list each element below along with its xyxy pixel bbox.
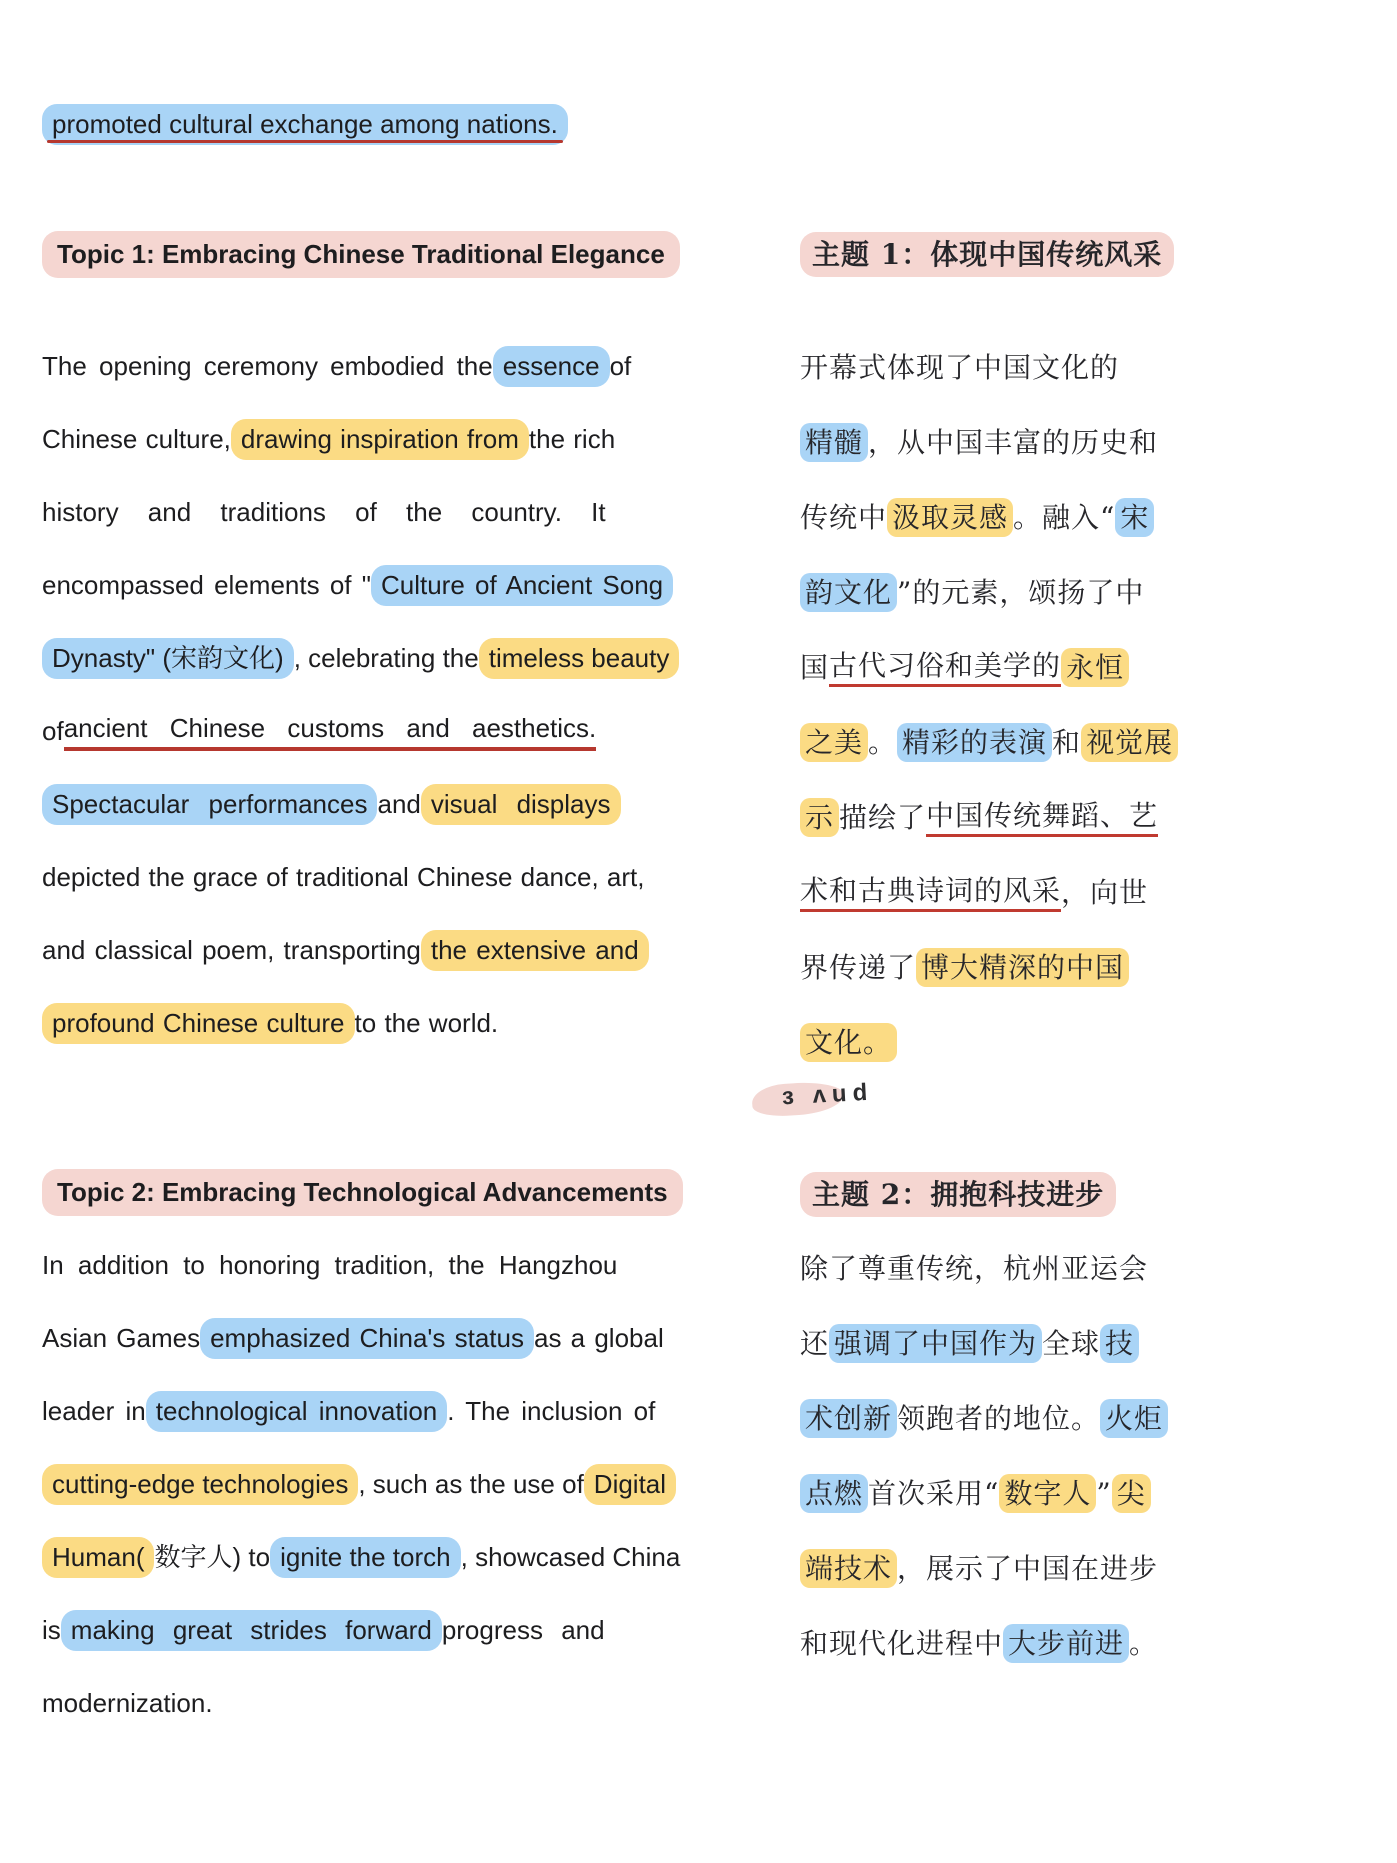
text-line	[800, 930, 1162, 1005]
text-segment: depicted the grace of traditional Chinese dance, art,	[42, 862, 645, 893]
highlight-yellow-segment: 永恒	[1061, 648, 1129, 687]
highlight-yellow-segment: 之美	[800, 723, 868, 762]
highlight-blue-segment: Spectacular performances	[42, 784, 377, 825]
highlight-blue-segment: 大步前进	[1003, 1624, 1129, 1663]
highlight-blue-segment: 火炬	[1100, 1399, 1168, 1438]
text-line	[800, 1381, 1162, 1456]
text-segment: ，从中国丰富的历史和	[868, 426, 1159, 459]
text-line	[800, 705, 1174, 780]
highlight-blue-segment: 宋	[1115, 498, 1154, 537]
text-segment: 描绘了	[839, 801, 927, 834]
text-line	[42, 1302, 756, 1375]
text-segment: ”的元素，颂扬了中	[897, 576, 1145, 609]
text-segment: , celebrating the	[293, 643, 479, 674]
text-segment: 。	[1129, 1627, 1159, 1660]
text-line	[42, 403, 756, 476]
text-segment: , such as the use of	[358, 1469, 584, 1500]
text-line	[800, 1606, 1162, 1681]
highlight-blue-segment: promoted cultural exchange among nations.	[42, 104, 568, 145]
text-line	[800, 1306, 1162, 1381]
text-segment: 传统中	[800, 501, 888, 534]
text-line	[800, 405, 1162, 480]
text-segment: of	[609, 351, 632, 382]
text-line	[42, 476, 756, 549]
highlight-yellow-segment: 文化。	[800, 1023, 897, 1062]
highlight-blue-segment: 术创新	[800, 1399, 897, 1438]
highlight-pink-segment: Topic 2: Embracing Technological Advancements	[42, 1169, 683, 1216]
highlight-blue-segment: 精彩的表演	[897, 723, 1052, 762]
highlight-yellow-segment: Digital	[584, 1464, 676, 1505]
text-segment: and	[377, 789, 421, 820]
highlight-blue-segment: 强调了中国作为	[829, 1324, 1042, 1363]
highlight-blue-segment: 韵文化	[800, 573, 897, 612]
text-line	[42, 1448, 756, 1521]
text-line	[42, 1521, 756, 1594]
highlight-blue-segment: making great strides forward	[61, 1610, 442, 1651]
text-line	[800, 1531, 1162, 1606]
text-segment: In addition to honoring tradition, the Hangzhou	[42, 1250, 618, 1281]
highlight-yellow-segment: the extensive and	[421, 930, 649, 971]
chinese-column	[800, 88, 1174, 1681]
english-column	[42, 88, 756, 1740]
text-line	[42, 1229, 756, 1302]
text-line	[800, 630, 1162, 705]
highlight-pink-segment: 主题 1：体现中国传统风采	[800, 232, 1174, 277]
text-line	[42, 1667, 756, 1740]
highlight-blue-segment: essence	[493, 346, 610, 387]
text-line	[800, 1231, 1162, 1306]
text-segment: to the world.	[354, 1008, 499, 1039]
underlined-segment: ancient Chinese customs and aesthetics.	[64, 712, 597, 751]
text-line	[42, 330, 756, 403]
text-segment: 界传递了	[800, 951, 917, 984]
highlight-yellow-segment: Human(	[42, 1537, 154, 1578]
highlight-yellow-segment: cutting-edge technologies	[42, 1464, 358, 1505]
text-line	[800, 330, 1162, 405]
highlight-yellow-segment: visual displays	[421, 784, 621, 825]
text-line	[800, 555, 1162, 630]
text-segment: as a global	[533, 1323, 664, 1354]
text-segment: is	[42, 1615, 61, 1646]
text-segment: history and traditions of the country. It	[42, 497, 606, 528]
underlined-segment: 术和古典诗词的风采	[800, 873, 1061, 912]
highlight-blue-segment: 点燃	[800, 1474, 868, 1513]
text-segment: the rich	[528, 424, 616, 455]
highlight-blue-segment: ignite the torch	[270, 1537, 461, 1578]
text-segment: and classical poem, transporting	[42, 935, 421, 966]
text-segment: 还	[800, 1327, 830, 1360]
text-segment: 领跑者的地位。	[897, 1402, 1101, 1435]
underlined-segment: 中国传统舞蹈、艺	[926, 798, 1158, 837]
topic-2-heading-zh	[800, 1158, 1162, 1231]
text-segment: modernization.	[42, 1688, 213, 1719]
text-segment: progress and	[441, 1615, 605, 1646]
highlight-blue-segment: Dynasty" (宋韵文化)	[42, 638, 294, 679]
text-line	[42, 1375, 756, 1448]
text-segment: leader in	[42, 1396, 146, 1427]
text-segment: ”	[1096, 1477, 1112, 1510]
text-line	[42, 987, 756, 1060]
text-line	[42, 841, 756, 914]
highlight-blue-segment: 技	[1100, 1324, 1139, 1363]
text-segment: 开幕式体现了中国文化的	[800, 351, 1120, 384]
highlight-yellow-segment: profound Chinese culture	[42, 1003, 355, 1044]
text-segment: , showcased China	[460, 1542, 681, 1573]
text-segment: Asian Games	[42, 1323, 201, 1354]
text-line	[800, 780, 1162, 855]
highlight-yellow-segment: timeless beauty	[479, 638, 680, 679]
topic-1-heading-zh	[800, 218, 1162, 291]
highlight-blue-segment: Culture of Ancient Song	[371, 565, 673, 606]
text-segment: 和	[1052, 726, 1082, 759]
text-segment: . The inclusion of	[447, 1396, 656, 1427]
intro-line	[42, 88, 756, 161]
text-segment: of	[42, 716, 64, 747]
text-segment: 全球	[1042, 1327, 1101, 1360]
highlight-yellow-segment: drawing inspiration from	[231, 419, 529, 460]
highlight-yellow-segment: 端技术	[800, 1549, 897, 1588]
highlight-pink-segment: Topic 1: Embracing Chinese Traditional Elegance	[42, 231, 680, 278]
highlight-yellow-segment: 尖	[1112, 1474, 1151, 1513]
text-segment: 首次采用“	[868, 1477, 1000, 1510]
text-segment: ，向世	[1061, 876, 1149, 909]
pink-smudge	[752, 1075, 902, 1125]
text-line	[800, 855, 1162, 930]
text-line	[42, 549, 756, 622]
topic-1-heading	[42, 218, 756, 291]
text-segment: 。融入“	[1013, 501, 1116, 534]
text-segment: The opening ceremony embodied the	[42, 351, 493, 382]
text-line	[42, 1594, 756, 1667]
highlight-blue-segment: emphasized China's status	[200, 1318, 534, 1359]
text-segment: encompassed elements of "	[42, 570, 371, 601]
text-segment: 数字人) to	[154, 1542, 271, 1573]
text-segment: 。	[868, 726, 898, 759]
text-segment: Chinese culture,	[42, 424, 231, 455]
smudge-text: ɜ ᴧud	[781, 1078, 874, 1111]
text-line	[42, 622, 756, 695]
highlight-blue-segment: 精髓	[800, 423, 868, 462]
highlight-yellow-segment: 汲取灵感	[887, 498, 1013, 537]
highlight-yellow-segment: 博大精深的中国	[916, 948, 1129, 987]
text-line	[42, 768, 756, 841]
text-line	[42, 914, 756, 987]
text-segment: 国	[800, 651, 830, 684]
highlight-pink-segment: 主题 2：拥抱科技进步	[800, 1172, 1116, 1217]
highlight-yellow-segment: 数字人	[999, 1474, 1096, 1513]
text-line	[800, 480, 1162, 555]
topic-2-heading	[42, 1156, 756, 1229]
text-line	[42, 695, 756, 768]
text-segment: ，展示了中国在进步	[897, 1552, 1159, 1585]
underlined-segment: 古代习俗和美学的	[829, 648, 1061, 687]
text-line	[800, 1005, 1162, 1080]
text-segment: 除了尊重传统，杭州亚运会	[800, 1252, 1149, 1285]
highlight-yellow-segment: 示	[800, 798, 839, 837]
highlight-yellow-segment: 视觉展	[1081, 723, 1178, 762]
highlight-blue-segment: technological innovation	[146, 1391, 448, 1432]
text-line	[800, 1456, 1162, 1531]
text-segment: 和现代化进程中	[800, 1627, 1004, 1660]
